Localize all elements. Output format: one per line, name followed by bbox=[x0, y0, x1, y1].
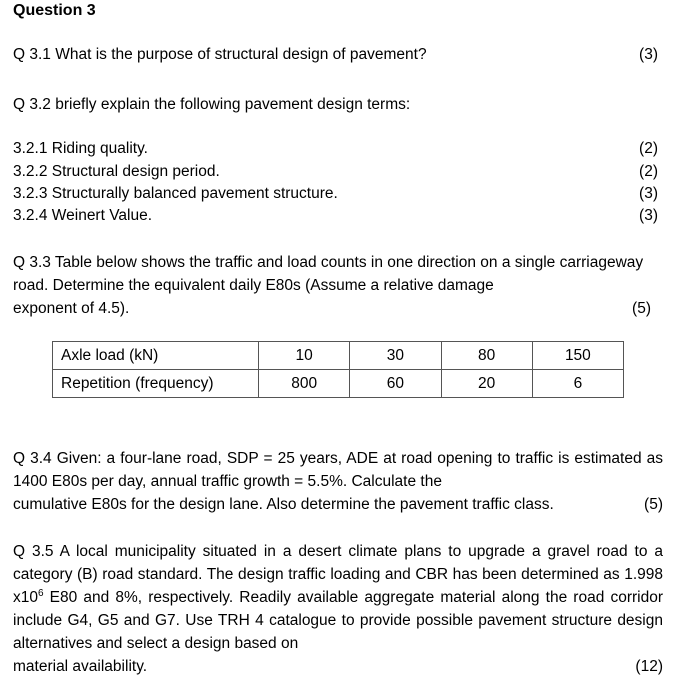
q31-marks: (3) bbox=[639, 46, 658, 63]
axle-load-table bbox=[52, 341, 624, 398]
q321-text: 3.2.1 Riding quality. bbox=[13, 140, 148, 157]
q35-part2: E80 and 8%, respectively. Readily available aggregate material along the road corridor include G4, G5 and G7. Use TRH 4 catalogue to provide possible pavement structure design alternatives and select a design based on bbox=[13, 589, 663, 652]
q322-marks: (2) bbox=[639, 163, 658, 180]
q32-text: Q 3.2 briefly explain the following pavement design terms: bbox=[13, 96, 411, 113]
q35-marks: (12) bbox=[635, 658, 663, 675]
q34-paragraph bbox=[13, 447, 663, 516]
q33-last-line bbox=[13, 297, 651, 320]
table-row bbox=[53, 370, 624, 398]
table-row bbox=[53, 342, 624, 370]
table-cell: 800 bbox=[259, 370, 350, 398]
table-row-label: Repetition (frequency) bbox=[53, 370, 259, 398]
q324-marks: (3) bbox=[639, 207, 658, 224]
table-row-label: Axle load (kN) bbox=[53, 342, 259, 370]
question-heading: Question 3 bbox=[13, 2, 96, 19]
table-cell: 150 bbox=[532, 342, 623, 370]
q34-marks: (5) bbox=[644, 496, 663, 513]
q33-text: Q 3.3 Table below shows the traffic and load counts in one direction on a single carriageway road. Determine the equivalent daily E80s (Assume a relative damage bbox=[13, 254, 644, 294]
q321-marks: (2) bbox=[639, 140, 658, 157]
table-cell: 20 bbox=[441, 370, 532, 398]
table-cell: 80 bbox=[441, 342, 532, 370]
q35-part1: Q 3.5 A local municipality situated in a desert climate plans to upgrade a gravel road to a category (B) road standard. The design traffic loading and CBR has been determined as 1.998 x10 bbox=[13, 543, 663, 606]
q33-paragraph bbox=[13, 251, 651, 320]
q35-last-line bbox=[13, 655, 663, 678]
q35-paragraph bbox=[13, 540, 663, 678]
q323-text: 3.2.3 Structurally balanced pavement structure. bbox=[13, 185, 338, 202]
q35-last: material availability. bbox=[13, 658, 148, 675]
table-cell: 6 bbox=[532, 370, 623, 398]
q34-text: Q 3.4 Given: a four-lane road, SDP = 25 years, ADE at road opening to traffic is estimated as 1400 E80s per day, annual traffic growth = 5.5%. Calculate the bbox=[13, 450, 663, 490]
table-cell: 60 bbox=[350, 370, 441, 398]
q323-marks: (3) bbox=[639, 185, 658, 202]
q33-last: exponent of 4.5). bbox=[13, 300, 130, 317]
table-cell: 10 bbox=[259, 342, 350, 370]
table-cell: 30 bbox=[350, 342, 441, 370]
q34-last: cumulative E80s for the design lane. Also determine the pavement traffic class. bbox=[13, 496, 554, 513]
q324-text: 3.2.4 Weinert Value. bbox=[13, 207, 153, 224]
q31-text: Q 3.1 What is the purpose of structural design of pavement? bbox=[13, 46, 427, 63]
q33-marks: (5) bbox=[632, 300, 651, 317]
q35-superscript: 6 bbox=[38, 587, 44, 599]
q322-text: 3.2.2 Structural design period. bbox=[13, 163, 220, 180]
q34-last-line bbox=[13, 493, 663, 516]
q35-text bbox=[13, 540, 663, 655]
